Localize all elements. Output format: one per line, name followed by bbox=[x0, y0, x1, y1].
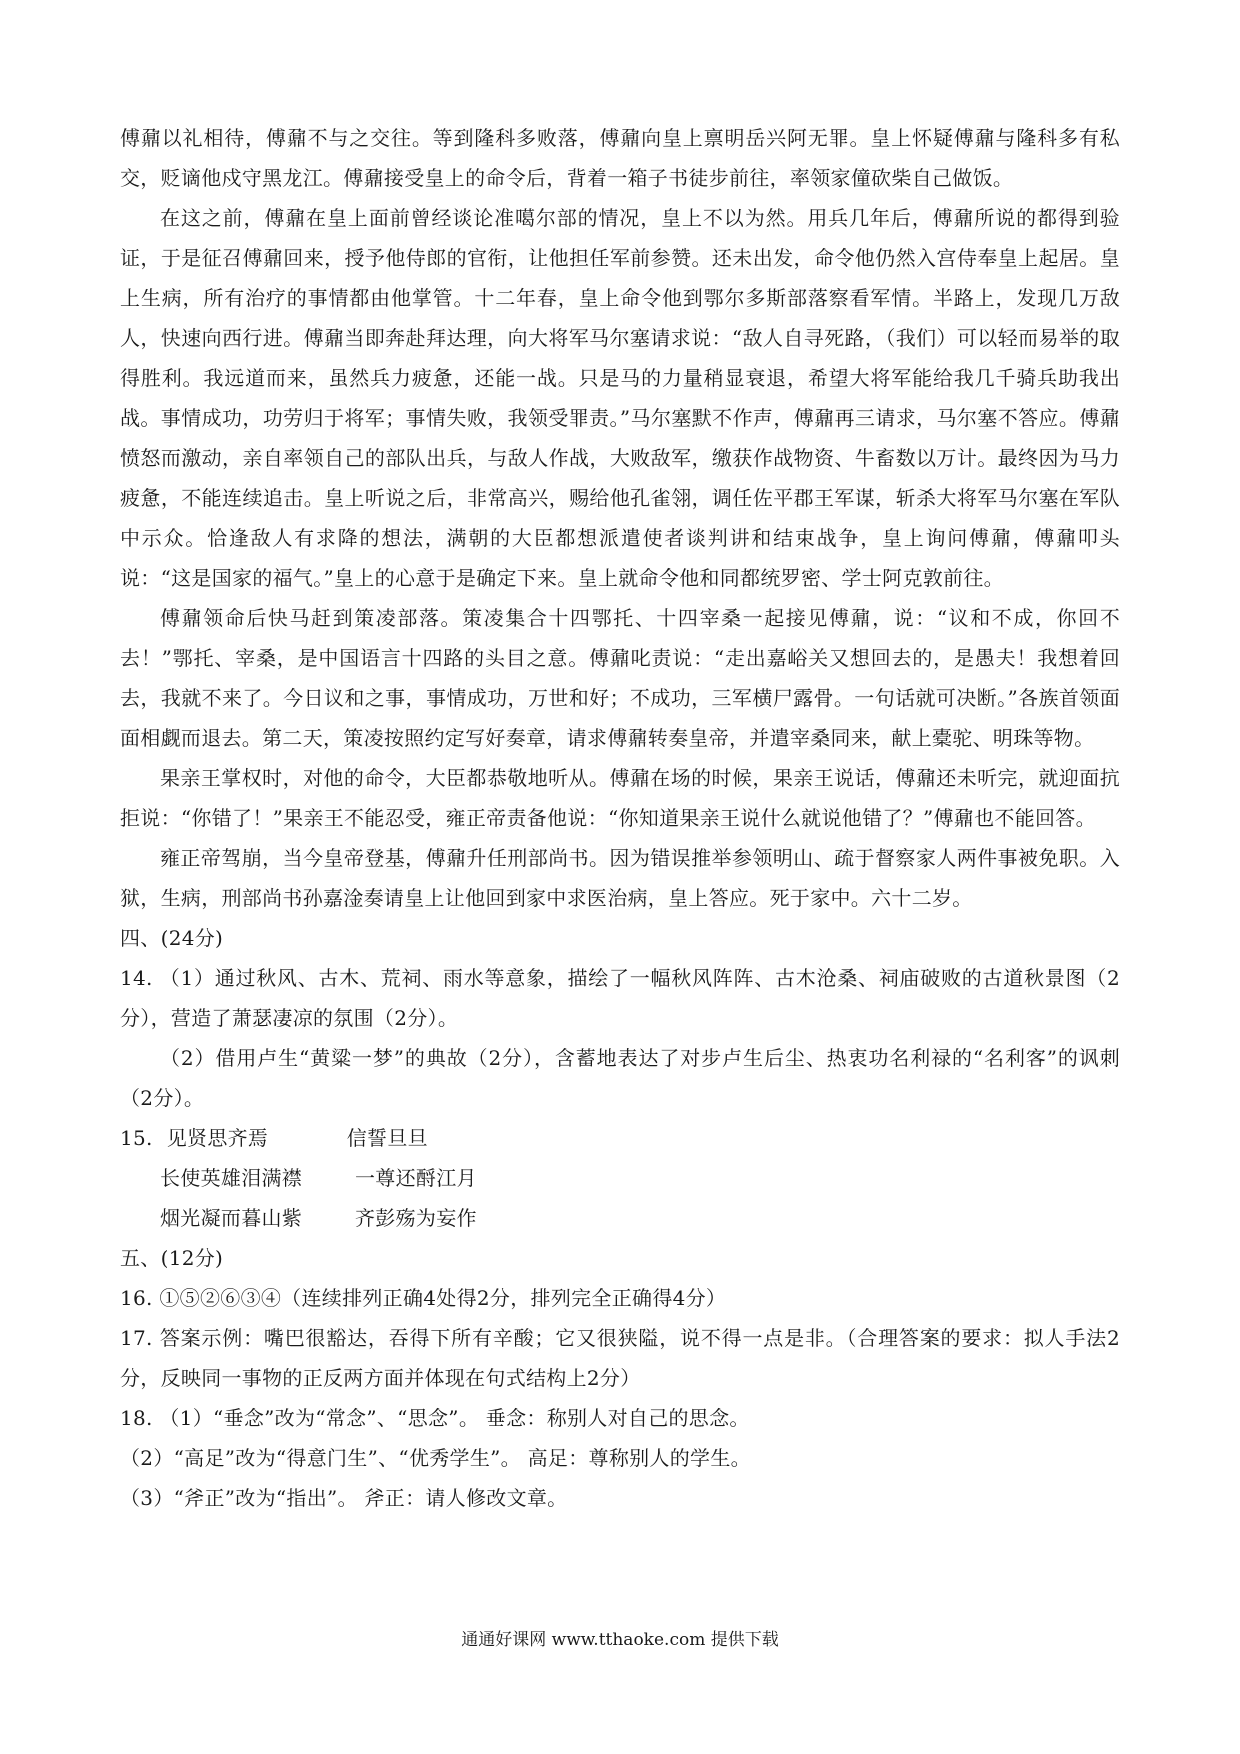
answer-15-row-1 bbox=[120, 1118, 1120, 1158]
answer-15-row-3 bbox=[120, 1198, 1120, 1238]
answer-14-part-2: （2）借用卢生“黄粱一梦”的典故（2分），含蓄地表达了对步卢生后尘、热衷功名利禄的“名利客”的讽刺（2分）。 bbox=[120, 1046, 1120, 1110]
answer-18-part-1: 18. （1）“垂念”改为“常念”、“思念”。 垂念：称别人对自己的思念。 bbox=[120, 1406, 750, 1430]
answer-15-row-2 bbox=[120, 1158, 1120, 1198]
answer-15-item: 信誓旦旦 bbox=[346, 1126, 428, 1150]
answer-15-number: 15. bbox=[120, 1126, 153, 1150]
page-footer: 通通好课网 www.tthaoke.com 提供下载 bbox=[461, 1630, 779, 1650]
answer-18-part-3: （3）“斧正”改为“指出”。 斧正：请人修改文章。 bbox=[120, 1486, 568, 1510]
passage-paragraph-2: 在这之前，傅鼐在皇上面前曾经谈论准噶尔部的情况，皇上不以为然。用兵几年后，傅鼐所说的都得到验证，于是征召傅鼐回来，授予他侍郎的官衔，让他担任军前参赞。还未出发，命令他仍然入宫侍奉皇上起居。皇上生病，所有治疗的事情都由他掌管。十二年春，皇上命令他到鄂尔多斯部落察看军情。半路上，发现几万敌人，快速向西行进。傅鼐当即奔赴拜达理，向大将军马尔塞请求说：“敌人自寻死路，（我们）可以轻而易举的取得胜利。我远道而来，虽然兵力疲惫，还能一战。只是马的力量稍显衰退，希望大将军能给我几千骑兵助我出战。事情成功，功劳归于将军；事情失败，我领受罪责。”马尔塞默不作声，傅鼐再三请求，马尔塞不答应。傅鼐愤怒而激动，亲自率领自己的部队出兵，与敌人作战，大败敌军，缴获作战物资、牛畜数以万计。最终因为马力疲惫，不能连续追击。皇上听说之后，非常高兴，赐给他孔雀翎，调任佐平郡王军谋，斩杀大将军马尔塞在军队中示众。恰逢敌人有求降的想法，满朝的大臣都想派遣使者谈判讲和结束战争，皇上询问傅鼐，傅鼐叩头说：“这是国家的福气。”皇上的心意于是确定下来。皇上就命令他和同都统罗密、学士阿克敦前往。 bbox=[120, 206, 1120, 590]
passage-paragraph-3: 傅鼐领命后快马赶到策凌部落。策凌集合十四鄂托、十四宰桑一起接见傅鼐，说：“议和不成，你回不去！”鄂托、宰桑，是中国语言十四路的头目之意。傅鼐叱责说：“走出嘉峪关又想回去的，是愚夫！我想着回去，我就不来了。今日议和之事，事情成功，万世和好；不成功，三军横尸露骨。一句话就可决断。”各族首领面面相觑而退去。第二天，策凌按照约定写好奏章，请求傅鼐转奏皇帝，并遣宰桑同来，献上橐驼、明珠等物。 bbox=[120, 606, 1120, 750]
section-5-heading: 五、(12分) bbox=[120, 1246, 224, 1270]
answer-15-item: 长使英雄泪满襟 bbox=[160, 1166, 303, 1190]
answer-16: 16. ①⑤②⑥③④（连续排列正确4处得2分，排列完全正确得4分） bbox=[120, 1286, 727, 1310]
section-4-heading: 四、(24分) bbox=[120, 926, 224, 950]
answer-17: 17. 答案示例：嘴巴很豁达，吞得下所有辛酸；它又很狭隘，说不得一点是非。（合理答案的要求：拟人手法2分，反映同一事物的正反两方面并体现在句式结构上2分） bbox=[120, 1326, 1120, 1390]
answer-15-item: 一尊还酹江月 bbox=[355, 1166, 477, 1190]
passage-paragraph-4: 果亲王掌权时，对他的命令，大臣都恭敬地听从。傅鼐在场的时候，果亲王说话，傅鼐还未听完，就迎面抗拒说：“你错了！”果亲王不能忍受，雍正帝责备他说：“你知道果亲王说什么就说他错了？”傅鼐也不能回答。 bbox=[120, 766, 1120, 830]
passage-paragraph-5: 雍正帝驾崩，当今皇帝登基，傅鼐升任刑部尚书。因为错误推举参领明山、疏于督察家人两件事被免职。入狱，生病，刑部尚书孙嘉淦奏请皇上让他回到家中求医治病，皇上答应。死于家中。六十二岁。 bbox=[120, 846, 1120, 910]
answer-15-item: 烟光凝而暮山紫 bbox=[160, 1206, 303, 1230]
answer-15-item: 齐彭殇为妄作 bbox=[355, 1206, 477, 1230]
document-page bbox=[120, 118, 1120, 1518]
answer-18-part-2: （2）“高足”改为“得意门生”、“优秀学生”。 高足：尊称别人的学生。 bbox=[120, 1446, 751, 1470]
answer-14-part-1: 14. （1）通过秋风、古木、荒祠、雨水等意象，描绘了一幅秋风阵阵、古木沧桑、祠庙破败的古道秋景图（2分），营造了萧瑟凄凉的氛围（2分）。 bbox=[120, 966, 1120, 1030]
answer-15 bbox=[120, 1118, 1120, 1238]
passage-paragraph-1: 傅鼐以礼相待，傅鼐不与之交往。等到隆科多败落，傅鼐向皇上禀明岳兴阿无罪。皇上怀疑傅鼐与隆科多有私交，贬谪他戍守黑龙江。傅鼐接受皇上的命令后，背着一箱子书徒步前往，率领家僮砍柴自己做饭。 bbox=[120, 126, 1120, 190]
answer-15-item: 见贤思齐焉 bbox=[166, 1126, 269, 1150]
